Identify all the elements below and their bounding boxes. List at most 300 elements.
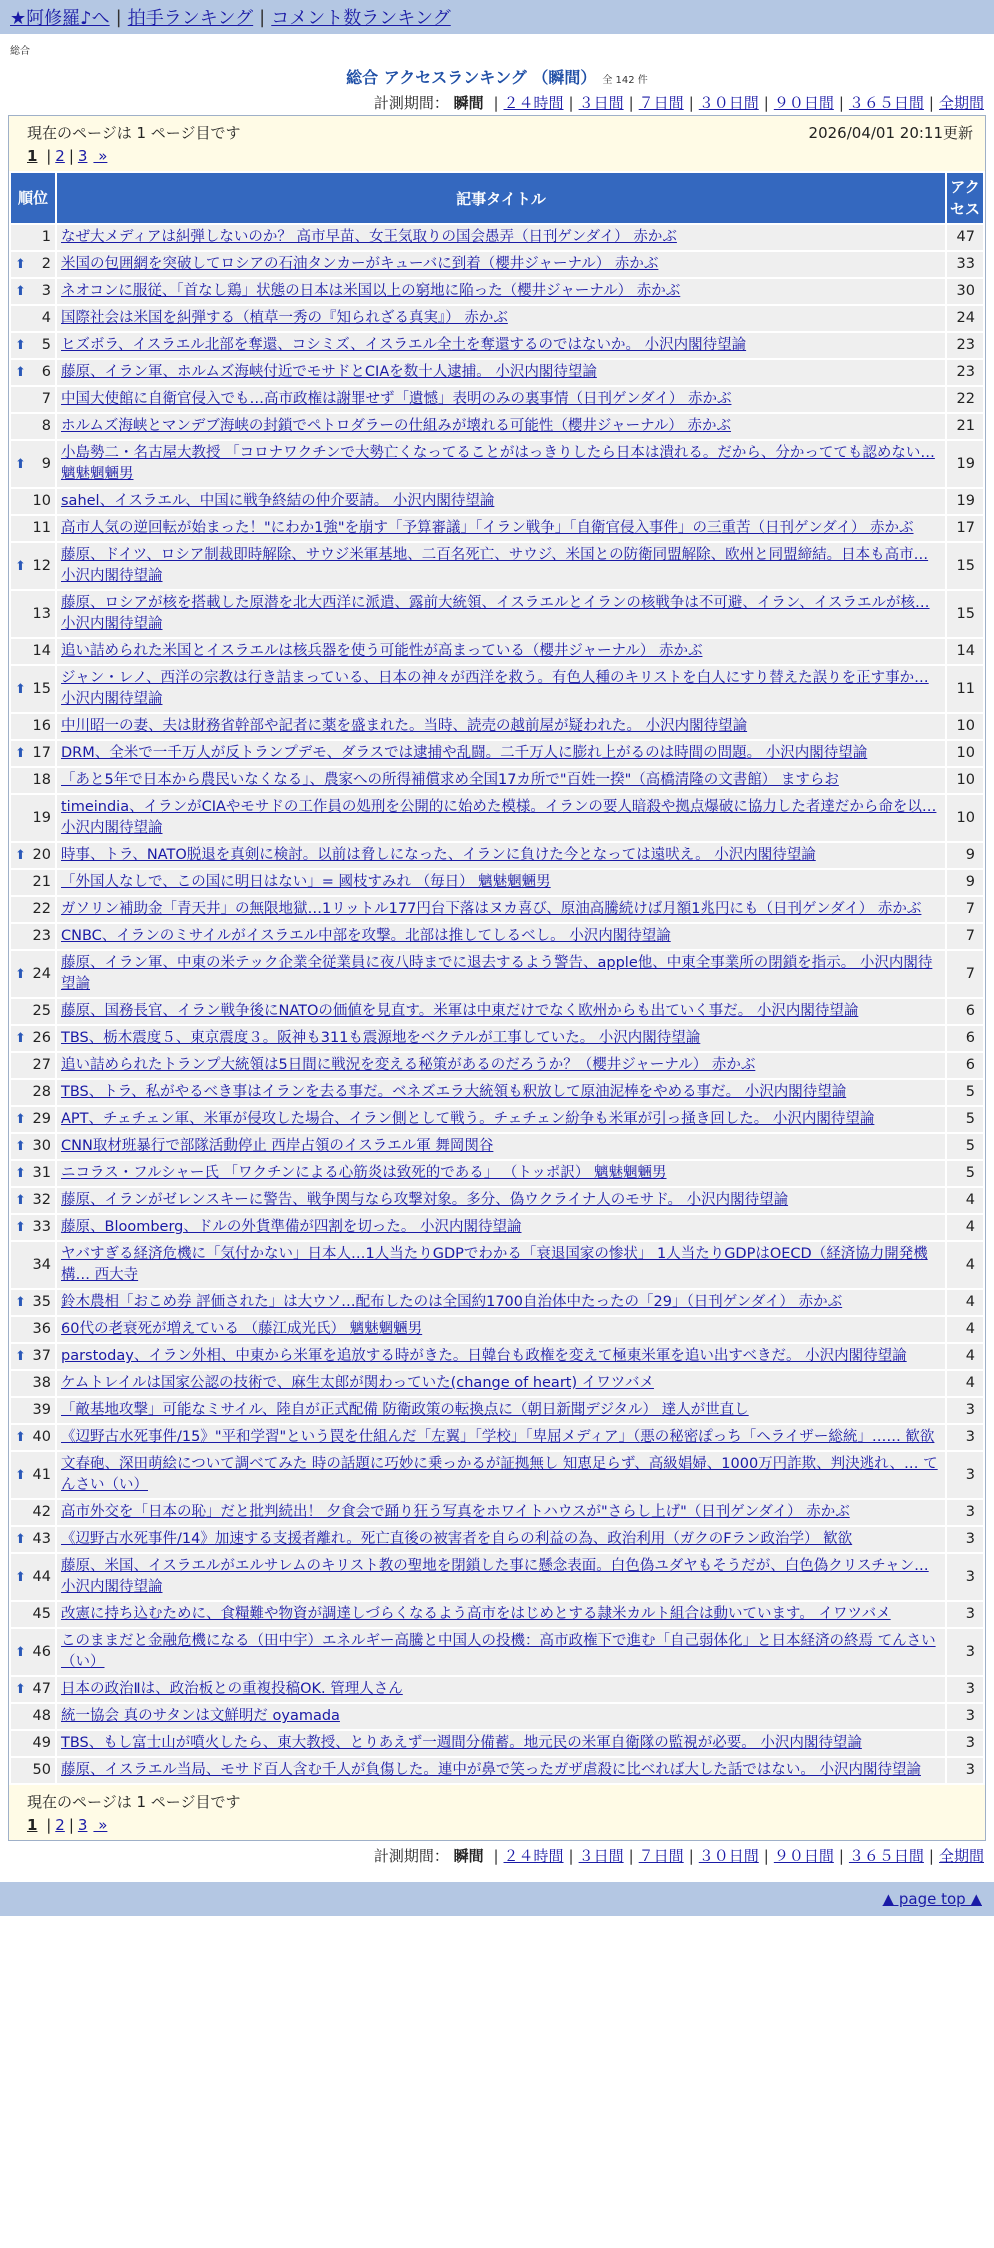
title-cell — [57, 1554, 945, 1600]
rank-number: 8 — [41, 418, 51, 434]
home-link[interactable]: ★阿修羅♪へ — [10, 8, 110, 29]
rank-cell — [11, 870, 55, 895]
title-cell — [57, 951, 945, 997]
table-row — [11, 1080, 983, 1105]
title-cell — [57, 1452, 945, 1498]
article-link[interactable]: なぜ大メディアは糾弾しないのか？ 高市早苗、女王気取りの国会愚弄（日刊ゲンダイ） 赤かぶ — [61, 229, 677, 245]
title-cell — [57, 666, 945, 712]
period-links — [488, 94, 984, 112]
rank-up-icon: ⬆ — [15, 1532, 26, 1547]
article-link[interactable]: 藤原、イラン軍、ホルムズ海峡付近でモサドとCIAを数十人逮捕。 小沢内閣待望論 — [61, 364, 597, 380]
article-link[interactable]: TBS、トラ、私がやるべき事はイランを去る事だ。ベネズエラ大統領も釈放して原油泥棒をやめる事だ。 小沢内閣待望論 — [61, 1084, 847, 1100]
rank-number: 3 — [41, 283, 51, 299]
article-link[interactable]: TBS、栃木震度５、東京震度３。阪神も311も震源地をベクテルが工事していた。 小沢内閣待望論 — [61, 1030, 701, 1046]
access-count: 5 — [947, 1161, 983, 1186]
table-row — [11, 441, 983, 487]
rank-number: 23 — [32, 928, 51, 944]
rank-cell — [11, 924, 55, 949]
title-cell — [57, 489, 945, 514]
rank-number: 47 — [32, 1681, 51, 1697]
rank-cell — [11, 387, 55, 412]
comment-ranking-link[interactable]: コメント数ランキング — [271, 8, 451, 29]
title-cell — [57, 924, 945, 949]
article-link[interactable]: 藤原、イスラエル当局、モサド百人含む千人が負傷した。連中が鼻で笑ったガザ虐殺に比べれば大した話ではない。 小沢内閣待望論 — [61, 1762, 921, 1778]
title-cell — [57, 306, 945, 331]
rank-up-icon: ⬆ — [15, 338, 26, 353]
rank-number: 45 — [32, 1606, 51, 1622]
period-link[interactable]: ２４時間 — [503, 94, 564, 112]
rank-number: 33 — [32, 1219, 51, 1235]
rank-up-icon: ⬆ — [15, 848, 26, 863]
ranking-rows — [11, 225, 983, 1783]
rank-number: 19 — [32, 809, 51, 826]
article-link[interactable]: 改憲に持ち込むために、食糧難や物資が調達しづらくなるよう高市をはじめとする隷米カルト組合は動いています。 イワツバメ — [61, 1606, 891, 1622]
updated-time: 2026/04/01 20:11更新 — [808, 124, 973, 142]
access-count: 24 — [947, 306, 983, 331]
pager-links — [42, 1816, 107, 1834]
rank-header: 順位 — [11, 173, 55, 223]
rank-number: 18 — [32, 772, 51, 788]
title-cell — [57, 1134, 945, 1159]
title-cell — [57, 1215, 945, 1240]
rank-cell — [11, 489, 55, 514]
rank-up-icon: ⬆ — [15, 1644, 26, 1660]
table-row — [11, 489, 983, 514]
rank-number: 12 — [32, 557, 51, 574]
table-row — [11, 1215, 983, 1240]
article-link[interactable]: DRM、全米で一千万人が反トランプデモ、ダラスでは逮捕や乱闘。二千万人に膨れ上がるのは時間の問題。 小沢内閣待望論 — [61, 745, 868, 761]
title-cell — [57, 252, 945, 277]
table-row — [11, 714, 983, 739]
rank-number: 5 — [41, 337, 51, 353]
rank-number: 17 — [32, 745, 51, 761]
period-link[interactable]: ３０日間 — [698, 94, 759, 112]
rank-cell — [11, 414, 55, 439]
title-cell — [57, 1677, 945, 1702]
article-link[interactable]: 「敵基地攻撃」可能なミサイル、陸自が正式配備 防衛政策の転換点に（朝日新聞デジタル） 達人が世直し — [61, 1402, 749, 1418]
rank-cell — [11, 1107, 55, 1132]
rank-cell — [11, 1500, 55, 1525]
access-count: 4 — [947, 1371, 983, 1396]
rank-cell — [11, 1731, 55, 1756]
rank-number: 37 — [32, 1348, 51, 1364]
rank-cell — [11, 897, 55, 922]
page-top-link[interactable]: ▲ page top ▲ — [882, 1890, 982, 1908]
table-row — [11, 1317, 983, 1342]
table-row — [11, 1425, 983, 1450]
period-bar-top — [0, 88, 994, 115]
rank-cell — [11, 1290, 55, 1315]
rank-cell — [11, 1704, 55, 1729]
table-row — [11, 1677, 983, 1702]
rank-number: 32 — [32, 1192, 51, 1208]
total-count: 全 142 件 — [602, 75, 648, 86]
rank-up-icon: ⬆ — [15, 966, 26, 982]
title-cell — [57, 1758, 945, 1783]
rank-up-icon: ⬆ — [15, 1112, 26, 1127]
pager-page-link[interactable]: 2 — [55, 1816, 65, 1834]
title-cell — [57, 1704, 945, 1729]
rank-number: 21 — [32, 874, 51, 890]
table-row — [11, 1398, 983, 1423]
bottom-bar — [0, 1882, 994, 1916]
article-link[interactable]: 国際社会は米国を糾弾する（植草一秀の『知られざる真実』） 赤かぶ — [61, 310, 508, 326]
rank-cell — [11, 1215, 55, 1240]
pager-next-link[interactable]: » — [93, 147, 108, 165]
access-count: 4 — [947, 1215, 983, 1240]
title-cell — [57, 1242, 945, 1288]
rank-number: 15 — [32, 680, 51, 697]
rank-cell — [11, 1398, 55, 1423]
rank-cell — [11, 252, 55, 277]
article-link[interactable]: 「外国人なしで、この国に明日はない」= 國枝すみれ （毎日） 魑魅魍魎男 — [61, 874, 551, 890]
article-link[interactable]: 藤原、ロシアが核を搭載した原潜を北大西洋に派遣、露前大統領、イスラエルとイランの核戦争は不可避、イラン、イスラエルが核… 小沢内閣待望論 — [61, 595, 930, 632]
title-cell — [57, 333, 945, 358]
period-link[interactable]: 全期間 — [938, 1847, 984, 1865]
rank-number: 27 — [32, 1057, 51, 1073]
article-link[interactable]: 追い詰められたトランプ大統領は5日間に戦況を変える秘策があるのだろうか？（櫻井ジャーナル） 赤かぶ — [61, 1057, 756, 1073]
title-cell — [57, 1188, 945, 1213]
article-link[interactable]: ホルムズ海峡とマンデブ海峡の封鎖でペトロダラーの仕組みが壊れる可能性（櫻井ジャーナル） 赤かぶ — [61, 418, 732, 434]
period-link[interactable]: ３６５日間 — [848, 1847, 924, 1865]
access-count: 7 — [947, 951, 983, 997]
article-link[interactable]: ガソリン補助金「青天井」の無限地獄…1リットル177円台下落はヌカ喜び、原油高騰続けば月額1兆円にも（日刊ゲンダイ） 赤かぶ — [61, 901, 922, 917]
access-count: 3 — [947, 1629, 983, 1675]
period-separator: | — [688, 1847, 694, 1865]
access-count: 7 — [947, 897, 983, 922]
rank-up-icon: ⬆ — [15, 1349, 26, 1364]
period-separator: | — [838, 1847, 844, 1865]
rank-number: 2 — [41, 256, 51, 272]
period-separator: | — [928, 94, 934, 112]
access-count: 10 — [947, 741, 983, 766]
period-link[interactable]: 全期間 — [938, 94, 984, 112]
article-link[interactable]: 藤原、米国、イスラエルがエルサレムのキリスト教の聖地を閉鎖した事に懸念表面。白色偽ユダヤもそうだが、白色偽クリスチャン… 小沢内閣待望論 — [61, 1558, 929, 1595]
article-link[interactable]: TBS、もし富士山が噴火したら、東大教授、とりあえず一週間分備蓄。地元民の米軍自衛隊の監視が必要。 小沢内閣待望論 — [61, 1735, 862, 1751]
period-link[interactable]: ３日間 — [578, 94, 624, 112]
article-link[interactable]: ヤバすぎる経済危機に「気付かない」日本人…1人当たりGDPでわかる「衰退国家の惨状」 1人当たりGDPはOECD（経済協力開発機構… 西大寺 — [61, 1246, 928, 1283]
rank-number: 44 — [32, 1568, 51, 1585]
rank-cell — [11, 768, 55, 793]
title-cell — [57, 360, 945, 385]
rank-cell — [11, 1161, 55, 1186]
table-row — [11, 1134, 983, 1159]
article-link[interactable]: 日本の政治Ⅱは、政治板との重複投稿OK. 管理人さん — [61, 1681, 403, 1697]
article-link[interactable]: 高市人気の逆回転が始まった！"にわか1強"を崩す「予算審議」「イラン戦争」「自衛官侵入事件」の三重苦（日刊ゲンダイ） 赤かぶ — [61, 520, 914, 536]
article-link[interactable]: CNN取材班暴行で部隊活動停止 西岸占領のイスラエル軍 舞岡関谷 — [61, 1138, 494, 1154]
title-cell — [57, 225, 945, 250]
rank-cell — [11, 516, 55, 541]
title-cell — [57, 1398, 945, 1423]
table-row — [11, 639, 983, 664]
title-cell — [57, 543, 945, 589]
rank-cell — [11, 1053, 55, 1078]
period-separator: | — [688, 94, 694, 112]
title-cell — [57, 1053, 945, 1078]
table-row — [11, 333, 983, 358]
pager-page-link[interactable]: 3 — [77, 1816, 88, 1834]
period-link[interactable]: ３６５日間 — [848, 94, 924, 112]
title-cell — [57, 279, 945, 304]
rank-cell — [11, 360, 55, 385]
period-link[interactable]: ９０日間 — [773, 1847, 834, 1865]
rank-number: 36 — [32, 1321, 51, 1337]
access-count: 3 — [947, 1500, 983, 1525]
table-row — [11, 279, 983, 304]
access-count: 15 — [947, 591, 983, 637]
access-count: 3 — [947, 1731, 983, 1756]
rank-cell — [11, 1629, 55, 1675]
table-row — [11, 1344, 983, 1369]
article-link[interactable]: 時事、トラ、NATO脱退を真剣に検討。以前は脅しになった、イランに負けた今となっては遠吠え。 小沢内閣待望論 — [61, 847, 816, 863]
rank-cell — [11, 333, 55, 358]
title-cell — [57, 741, 945, 766]
pager-current: 1 — [27, 147, 38, 165]
article-link[interactable]: 中川昭一の妻、夫は財務省幹部や記者に薬を盛まれた。当時、読売の越前屋が疑われた。 小沢内閣待望論 — [61, 718, 748, 734]
period-link[interactable]: ７日間 — [638, 1847, 684, 1865]
access-count: 4 — [947, 1344, 983, 1369]
article-link[interactable]: 《辺野古水死事件/15》"平和学習"という罠を仕組んだ「左翼」「学校」「卑屈メディア」（悪の秘密ぽっち「ヘライザー総統」…… 歓欲 — [61, 1429, 935, 1445]
access-count: 5 — [947, 1134, 983, 1159]
table-row — [11, 225, 983, 250]
period-link[interactable]: ９０日間 — [773, 94, 834, 112]
table-row — [11, 1053, 983, 1078]
period-separator: | — [628, 94, 634, 112]
rank-up-icon: ⬆ — [15, 1430, 26, 1445]
access-count: 19 — [947, 441, 983, 487]
title-cell — [57, 1290, 945, 1315]
table-row — [11, 1188, 983, 1213]
article-link[interactable]: 藤原、国務長官、イラン戦争後にNATOの価値を見直す。米軍は中東だけでなく欧州からも出ていく事だ。 小沢内閣待望論 — [61, 1003, 859, 1019]
rank-up-icon: ⬆ — [15, 284, 26, 299]
rank-up-icon: ⬆ — [15, 1139, 26, 1154]
access-count: 9 — [947, 870, 983, 895]
nav-separator: | — [259, 6, 266, 28]
period-link[interactable]: ３０日間 — [698, 1847, 759, 1865]
rank-up-icon: ⬆ — [15, 1031, 26, 1046]
rank-cell — [11, 741, 55, 766]
pager-next-link[interactable]: » — [93, 1816, 108, 1834]
access-count: 22 — [947, 387, 983, 412]
table-row — [11, 360, 983, 385]
info-box-top — [9, 116, 985, 171]
rank-number: 22 — [32, 901, 51, 917]
rank-cell — [11, 951, 55, 997]
article-link[interactable]: 中国大使館に自衛官侵入でも…高市政権は謝罪せず「遺憾」表明のみの裏事情（日刊ゲンダイ） 赤かぶ — [61, 391, 732, 407]
applause-ranking-link[interactable]: 拍手ランキング — [127, 8, 254, 29]
info-box-bottom — [9, 1785, 985, 1840]
rank-number: 10 — [32, 493, 51, 509]
table-row — [11, 666, 983, 712]
access-count: 7 — [947, 924, 983, 949]
title-cell — [57, 1026, 945, 1051]
title-cell — [57, 1161, 945, 1186]
table-row — [11, 897, 983, 922]
article-link[interactable]: 藤原、ドイツ、ロシア制裁即時解除、サウジ米軍基地、二百名死亡、サウジ、米国との防衛同盟解除、欧州と同盟締結。日本も高市… 小沢内閣待望論 — [61, 547, 929, 584]
rank-number: 40 — [32, 1429, 51, 1445]
article-link[interactable]: parstoday、イラン外相、中東から米軍を追放する時がきた。日韓台も政権を変えて極東米軍を追い出すべきだ。 小沢内閣待望論 — [61, 1348, 907, 1364]
access-count: 6 — [947, 999, 983, 1024]
rank-number: 9 — [41, 455, 51, 472]
article-link[interactable]: 米国の包囲網を突破してロシアの石油タンカーがキューバに到着（櫻井ジャーナル） 赤かぶ — [61, 256, 659, 272]
table-row — [11, 1704, 983, 1729]
article-link[interactable]: 追い詰められた米国とイスラエルは核兵器を使う可能性が高まっている（櫻井ジャーナル） 赤かぶ — [61, 643, 703, 659]
period-label: 計測期間： — [373, 1847, 449, 1865]
access-count: 9 — [947, 843, 983, 868]
title-cell — [57, 591, 945, 637]
rank-cell — [11, 666, 55, 712]
rank-number: 38 — [32, 1375, 51, 1391]
table-row — [11, 1758, 983, 1783]
table-row — [11, 843, 983, 868]
title-cell — [57, 1425, 945, 1450]
pager-separator: | — [46, 1816, 52, 1834]
article-link[interactable]: 藤原、イランがゼレンスキーに警告、戦争関与なら攻撃対象。多分、偽ウクライナ人のモサド。 小沢内閣待望論 — [61, 1192, 789, 1208]
article-link[interactable]: 《辺野古水死事件/14》加速する支援者離れ。死亡直後の被害者を自らの利益の為、政治利用（ガクのFラン政治学） 歓欲 — [61, 1531, 853, 1547]
rank-number: 7 — [41, 391, 51, 407]
article-link[interactable]: timeindia、イランがCIAやモサドの工作員の処刑を公開的に始めた模様。イランの要人暗殺や拠点爆破に協力した者達だから命を以… 小沢内閣待望論 — [61, 799, 937, 836]
period-separator: | — [568, 94, 574, 112]
access-count: 4 — [947, 1317, 983, 1342]
rank-cell — [11, 225, 55, 250]
article-link[interactable]: 藤原、イラン軍、中東の米テック企業全従業員に夜八時までに退去するよう警告、apple他、中東全事業所の閉鎖を指示。 小沢内閣待望論 — [61, 955, 933, 992]
rank-number: 48 — [32, 1708, 51, 1724]
rank-cell — [11, 543, 55, 589]
rank-up-icon: ⬆ — [15, 1569, 26, 1585]
access-count: 30 — [947, 279, 983, 304]
page-indicator: 現在のページは 1 ページ目です — [27, 124, 241, 142]
rank-cell — [11, 714, 55, 739]
access-count: 23 — [947, 360, 983, 385]
article-link[interactable]: 藤原、Bloomberg、ドルの外貨準備が四割を切った。 小沢内閣待望論 — [61, 1219, 522, 1235]
rank-number: 34 — [32, 1256, 51, 1273]
access-count: 3 — [947, 1527, 983, 1552]
access-count: 5 — [947, 1080, 983, 1105]
rank-cell — [11, 1425, 55, 1450]
table-row — [11, 795, 983, 841]
title-cell — [57, 1602, 945, 1627]
rank-up-icon: ⬆ — [15, 1467, 26, 1483]
article-link[interactable]: 文春砲、深田萌絵について調べてみた 時の話題に巧妙に乗っかるが証拠無し 知恵足らず、高級娼婦、1000万円詐欺、判決逃れ、… てんさい（い） — [61, 1456, 938, 1493]
access-count: 11 — [947, 666, 983, 712]
title-cell — [57, 714, 945, 739]
title-cell — [57, 897, 945, 922]
article-link[interactable]: 統一協会 真のサタンは文鮮明だ oyamada — [61, 1708, 340, 1724]
period-link[interactable]: ３日間 — [578, 1847, 624, 1865]
article-link[interactable]: 「あと5年で日本から農民いなくなる」、農家への所得補償求め全国17カ所で"百姓一揆"（高橋清隆の文書館） ますらお — [61, 772, 839, 788]
rank-cell — [11, 1758, 55, 1783]
rank-cell — [11, 1371, 55, 1396]
pager — [27, 147, 973, 165]
pager-separator: | — [46, 147, 52, 165]
table-row — [11, 1452, 983, 1498]
table-row — [11, 1554, 983, 1600]
table-row — [11, 1629, 983, 1675]
article-link[interactable]: このままだと金融危機になる（田中宇）エネルギー高騰と中国人の投機：高市政権下で進む「自己弱体化」と日本経済の終焉 てんさい（い） — [61, 1633, 936, 1670]
rank-number: 25 — [32, 1003, 51, 1019]
access-header: アクセス — [947, 173, 983, 223]
period-separator: | — [493, 94, 499, 112]
rank-number: 46 — [32, 1643, 51, 1660]
rank-up-icon: ⬆ — [15, 257, 26, 272]
rank-up-icon: ⬆ — [15, 558, 26, 574]
access-count: 4 — [947, 1188, 983, 1213]
title-cell — [57, 870, 945, 895]
table-row — [11, 951, 983, 997]
title-cell — [57, 1629, 945, 1675]
table-row — [11, 516, 983, 541]
period-separator: | — [838, 94, 844, 112]
rank-cell — [11, 1134, 55, 1159]
ranking-title — [0, 65, 994, 88]
article-link[interactable]: ケムトレイルは国家公認の技術で、麻生太郎が関わっていた(change of heart) イワツバメ — [61, 1375, 654, 1391]
article-link[interactable]: ニコラス・フルシャー氏 「ワクチンによる心筋炎は致死的である」 （トッポ訳） 魑魅魍魎男 — [61, 1165, 667, 1181]
rank-number: 49 — [32, 1735, 51, 1751]
pager-current: 1 — [27, 1816, 38, 1834]
rank-cell — [11, 441, 55, 487]
rank-number: 20 — [32, 847, 51, 863]
rank-cell — [11, 1317, 55, 1342]
access-count: 4 — [947, 1242, 983, 1288]
article-link[interactable]: 小島勢二・名古屋大教授 「コロナワクチンで大勢亡くなってることがはっきりしたら日本は潰れる。だから、分かってても認めない… 魑魅魍魎男 — [61, 445, 935, 482]
article-link[interactable]: 高市外交を「日本の恥」だと批判続出！ 夕食会で踊り狂う写真をホワイトハウスが"さらし上げ"（日刊ゲンダイ） 赤かぶ — [61, 1504, 850, 1520]
pager-page-link[interactable]: 2 — [55, 147, 65, 165]
article-link[interactable]: ネオコンに服従、「首なし鶏」状態の日本は米国以上の窮地に陥った（櫻井ジャーナル） 赤かぶ — [61, 283, 681, 299]
access-count: 3 — [947, 1677, 983, 1702]
rank-number: 41 — [32, 1466, 51, 1483]
period-separator: | — [763, 94, 769, 112]
period-link[interactable]: ７日間 — [638, 94, 684, 112]
access-count: 3 — [947, 1554, 983, 1600]
rank-up-icon: ⬆ — [15, 1220, 26, 1235]
article-link[interactable]: ヒズボラ、イスラエル北部を奪還、コシミズ、イスラエル全土を奪還するのではないか。 小沢内閣待望論 — [61, 337, 747, 353]
article-link[interactable]: APT、チェチェン軍、米軍が侵攻した場合、イラン側として戦う。チェチェン紛争も米軍が引っ掻き回した。 小沢内閣待望論 — [61, 1111, 875, 1127]
period-link[interactable]: ２４時間 — [503, 1847, 564, 1865]
period-current: 瞬間 — [453, 94, 484, 112]
article-link[interactable]: CNBC、イランのミサイルがイスラエル中部を攻撃。北部は推してしるべし。 小沢内閣待望論 — [61, 928, 671, 944]
ranking-title-text: 総合 アクセスランキング （瞬間） — [346, 68, 597, 87]
title-cell — [57, 1344, 945, 1369]
title-cell — [57, 1107, 945, 1132]
article-link[interactable]: sahel、イスラエル、中国に戦争終結の仲介要請。 小沢内閣待望論 — [61, 493, 495, 509]
rank-cell — [11, 843, 55, 868]
access-count: 3 — [947, 1704, 983, 1729]
access-count: 10 — [947, 795, 983, 841]
title-cell — [57, 441, 945, 487]
article-link[interactable]: ジャン・レノ、西洋の宗教は行き詰まっている、日本の神々が西洋を救う。有色人種のキリストを白人にすり替えた誤りを正す事か… 小沢内閣待望論 — [61, 670, 929, 707]
access-count: 19 — [947, 489, 983, 514]
article-link[interactable]: 鈴木農相「おこめ券 評価された」は大ウソ…配布したのは全国約1700自治体中たったの「29」（日刊ゲンダイ） 赤かぶ — [61, 1294, 843, 1310]
title-cell — [57, 516, 945, 541]
table-row — [11, 543, 983, 589]
period-current: 瞬間 — [453, 1847, 484, 1865]
table-row — [11, 1371, 983, 1396]
title-cell — [57, 1317, 945, 1342]
title-cell — [57, 1500, 945, 1525]
table-row — [11, 1527, 983, 1552]
pager-page-link[interactable]: 3 — [77, 147, 88, 165]
period-separator: | — [928, 1847, 934, 1865]
rank-number: 6 — [41, 364, 51, 380]
article-link[interactable]: 60代の老衰死が増えている （藤江成光氏） 魑魅魍魎男 — [61, 1321, 423, 1337]
rank-cell — [11, 1080, 55, 1105]
category-label: 総合 — [10, 46, 30, 57]
rank-cell — [11, 1602, 55, 1627]
access-count: 3 — [947, 1452, 983, 1498]
table-row — [11, 591, 983, 637]
table-row — [11, 768, 983, 793]
access-count: 21 — [947, 414, 983, 439]
